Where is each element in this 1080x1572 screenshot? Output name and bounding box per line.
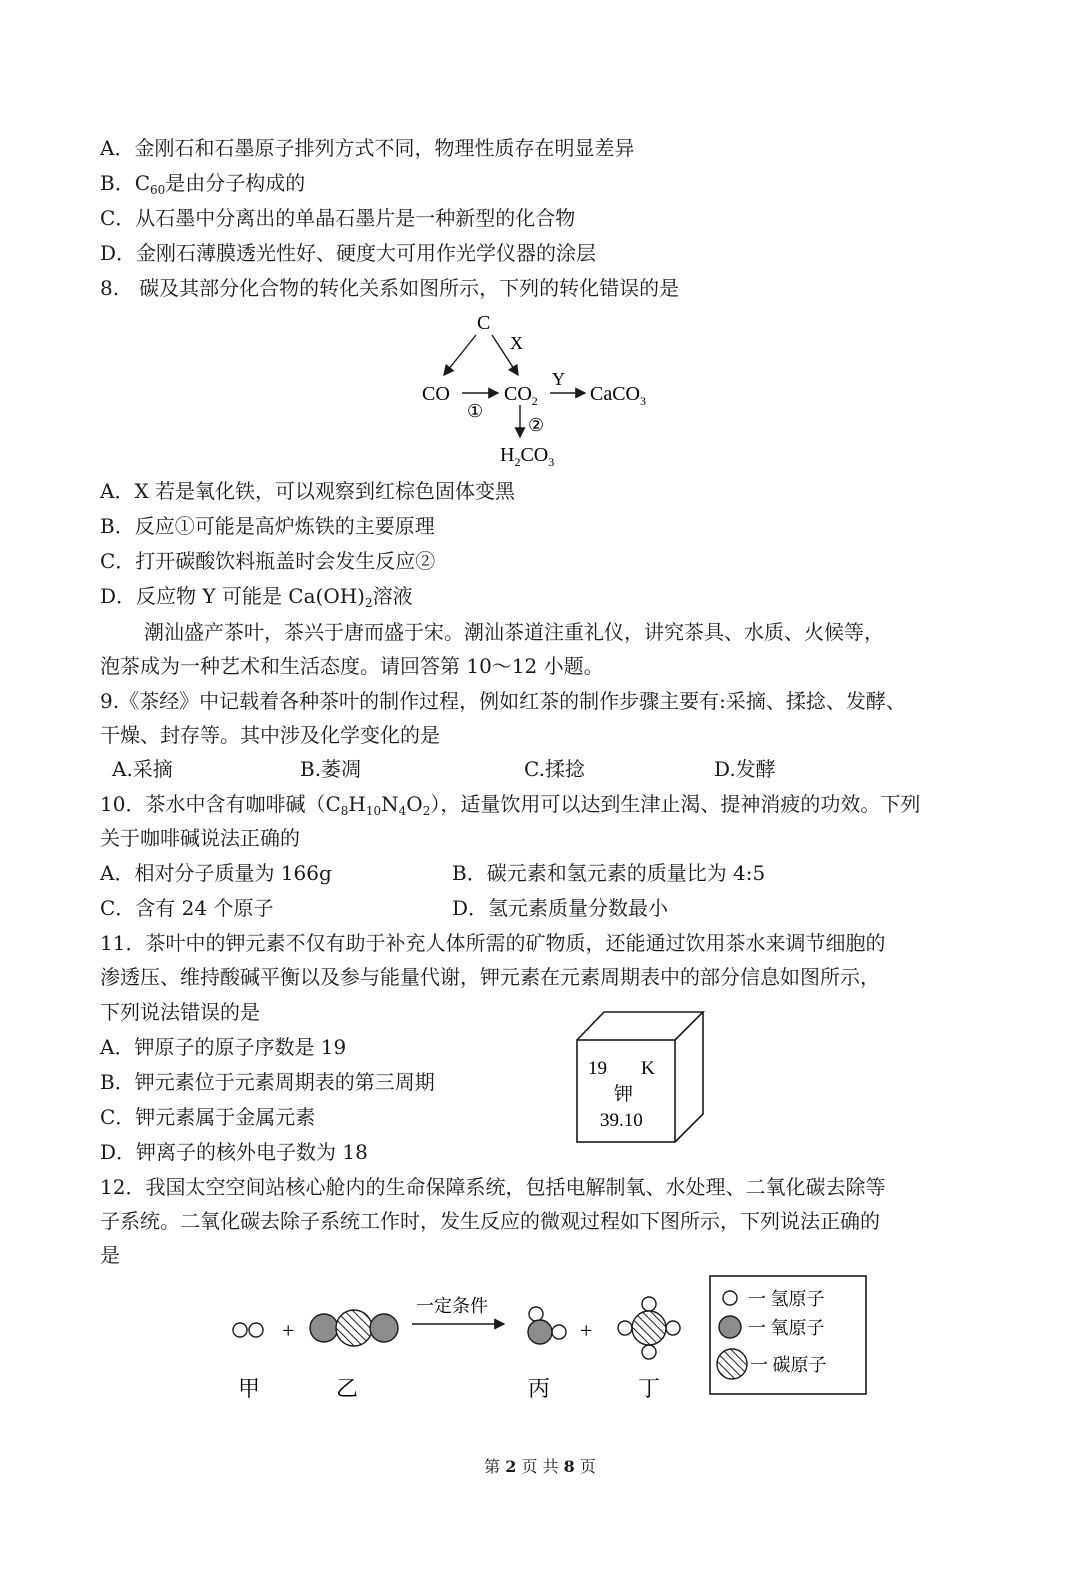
diagram-caco3-label — [590, 383, 646, 408]
legend-c-label: 一 碳原子 — [750, 1355, 827, 1375]
reaction-condition: 一定条件 — [416, 1296, 488, 1316]
q9-option-a: A.采摘 — [112, 757, 173, 781]
total-pages: 8 — [563, 1457, 575, 1476]
potassium-element-card — [576, 1010, 706, 1145]
legend-h-label: 一 氢原子 — [748, 1289, 825, 1309]
label-ding: 丁 — [638, 1376, 661, 1401]
diagram-h2co3-label — [500, 444, 554, 469]
label-bing: 丙 — [528, 1376, 551, 1401]
caco3-main: CaCO — [590, 383, 640, 405]
q10-option-a: A．相对分子质量为 166g — [100, 861, 332, 885]
q9-option-c: C.揉捻 — [524, 757, 585, 781]
element-card-side — [675, 1012, 703, 1142]
q11-option-a: A．钾原子的原子序数是 19 — [100, 1035, 347, 1059]
q7-option-b-sub: 60 — [150, 183, 166, 197]
intro-line-1: 潮汕盛产茶叶，茶兴于唐而盛于宋。潮汕茶道注重礼仪，讲究茶具、水质、火候等， — [144, 620, 884, 644]
diagram-co2-label — [504, 383, 538, 408]
element-symbol: K — [641, 1058, 655, 1079]
q8-option-b: B．反应①可能是高炉炼铁的主要原理 — [100, 514, 435, 538]
q10-option-b: B．碳元素和氢元素的质量比为 4:5 — [452, 861, 766, 885]
reaction-2-label: ② — [528, 415, 545, 435]
h2co3-h: H — [500, 444, 515, 466]
q11-option-d: D．钾离子的核外电子数为 18 — [100, 1140, 368, 1164]
footer-mid: 页 共 — [516, 1457, 564, 1476]
element-atomic-mass: 39.10 — [600, 1110, 643, 1131]
footer-pre: 第 — [484, 1457, 506, 1476]
footer-post: 页 — [574, 1457, 596, 1476]
plus-sign: + — [282, 1318, 295, 1343]
c-atom — [632, 1311, 666, 1345]
q10-formula-o: O — [406, 792, 423, 816]
q11-stem-line-1: 11．茶叶中的钾元素不仅有助于补充人体所需的矿物质，还能通过饮用茶水来调节细胞的 — [100, 931, 886, 955]
q9-stem-line-1: 9.《茶经》中记载着各种茶叶的制作过程，例如红茶的制作步骤主要有:采摘、揉捻、发酵、 — [100, 689, 906, 713]
carbon-conversion-diagram — [410, 305, 680, 470]
q10-option-d: D．氢元素质量分数最小 — [452, 896, 669, 920]
page-number: 2 — [505, 1457, 517, 1476]
q7-option-b — [100, 168, 305, 205]
c-atom — [336, 1310, 372, 1346]
h-atom — [552, 1325, 566, 1339]
q8-option-d-pre: D．反应物 Y 可能是 Ca(OH) — [100, 584, 365, 608]
q10-stem-line-2: 关于咖啡碱说法正确的 — [100, 826, 300, 850]
q11-stem-line-2: 渗透压、维持酸碱平衡以及参与能量代谢，钾元素在元素周期表中的部分信息如图所示， — [100, 965, 880, 989]
q10-formula-sub-c: 8 — [340, 804, 349, 818]
h-atom — [666, 1321, 680, 1335]
h-atom — [642, 1297, 656, 1311]
arrow-c-to-co — [444, 335, 476, 375]
element-name: 钾 — [614, 1084, 634, 1105]
legend-o-atom — [719, 1316, 741, 1338]
plus-sign: + — [580, 1318, 593, 1343]
q7-option-c: C．从石墨中分离出的单晶石墨片是一种新型的化合物 — [100, 206, 576, 230]
q10-line1-post: ），适量饮用可以达到生津止渴、提神消疲的功效。下列 — [430, 792, 921, 816]
q9-stem-line-2: 干燥、封存等。其中涉及化学变化的是 — [100, 723, 440, 747]
h2co3-sub1: 2 — [514, 455, 521, 469]
q8-option-d-sub: 2 — [364, 596, 373, 610]
q8-stem: 8. 碳及其部分化合物的转化关系如图所示，下列的转化错误的是 — [100, 276, 680, 300]
intro-line-2: 泡茶成为一种艺术和生活态度。请回答第 10～12 小题。 — [100, 654, 604, 678]
q9-option-d: D.发酵 — [714, 757, 776, 781]
diagram-c-label: C — [477, 312, 491, 334]
o-atom — [310, 1314, 338, 1342]
q10-formula-sub-h: 10 — [365, 804, 382, 818]
q8-option-a: A．X 若是氧化铁，可以观察到红棕色固体变黑 — [100, 479, 516, 503]
o-atom — [370, 1314, 398, 1342]
q12-stem-line-1: 12．我国太空空间站核心舱内的生命保障系统，包括电解制氧、水处理、二氧化碳去除等 — [100, 1175, 886, 1199]
q10-line1-pre: 10．茶水中含有咖啡碱（C — [100, 792, 341, 816]
q11-option-b: B．钾元素位于元素周期表的第三周期 — [100, 1070, 435, 1094]
h-atom — [642, 1345, 656, 1359]
h2co3-sub2: 3 — [548, 455, 555, 469]
h2co3-co: CO — [520, 444, 549, 466]
co2-sub: 2 — [531, 394, 538, 408]
q7-option-b-post: 是由分子构成的 — [165, 171, 306, 195]
q7-option-d: D．金刚石薄膜透光性好、硬度大可用作光学仪器的涂层 — [100, 241, 597, 265]
q8-option-c: C．打开碳酸饮料瓶盖时会发生反应② — [100, 549, 436, 573]
element-atomic-number: 19 — [588, 1058, 607, 1079]
q8-option-d — [100, 581, 413, 618]
h-atom — [249, 1323, 263, 1337]
reaction-1-label: ① — [467, 401, 484, 421]
diagram-co-label: CO — [422, 383, 450, 405]
q10-formula-h: H — [348, 792, 366, 816]
o-atom — [528, 1320, 552, 1344]
h-atom — [618, 1321, 632, 1335]
q10-formula-n: N — [381, 792, 399, 816]
legend-c-atom — [717, 1349, 747, 1379]
q10-stem-line-1 — [100, 789, 920, 826]
q11-option-c: C．钾元素属于金属元素 — [100, 1105, 316, 1129]
q12-stem-line-3: 是 — [100, 1243, 120, 1267]
co2-main: CO — [504, 383, 532, 405]
h-atom — [233, 1323, 247, 1337]
diagram-x-label: X — [510, 333, 523, 353]
q7-option-b-pre: B．C — [100, 171, 150, 195]
legend-h-atom — [723, 1291, 737, 1305]
caco3-sub: 3 — [640, 394, 646, 408]
label-jia: 甲 — [238, 1376, 261, 1401]
element-card-top — [577, 1012, 703, 1040]
q9-option-b: B.萎凋 — [300, 757, 362, 781]
q10-formula-sub-n: 4 — [398, 804, 407, 818]
h-atom — [529, 1307, 543, 1321]
page-footer — [0, 1454, 1080, 1477]
q8-option-d-post: 溶液 — [372, 584, 413, 608]
q11-stem-line-3: 下列说法错误的是 — [100, 1000, 260, 1024]
co2-reaction-micro-diagram — [220, 1272, 870, 1412]
diagram-y-label: Y — [552, 369, 565, 389]
label-yi: 乙 — [336, 1376, 359, 1401]
q10-option-c: C．含有 24 个原子 — [100, 896, 274, 920]
legend-o-label: 一 氧原子 — [748, 1318, 825, 1338]
q12-stem-line-2: 子系统。二氧化碳去除子系统工作时，发生反应的微观过程如下图所示，下列说法正确的 — [100, 1209, 880, 1233]
q10-formula-sub-o: 2 — [422, 804, 431, 818]
q7-option-a: A．金刚石和石墨原子排列方式不同，物理性质存在明显差异 — [100, 136, 635, 160]
